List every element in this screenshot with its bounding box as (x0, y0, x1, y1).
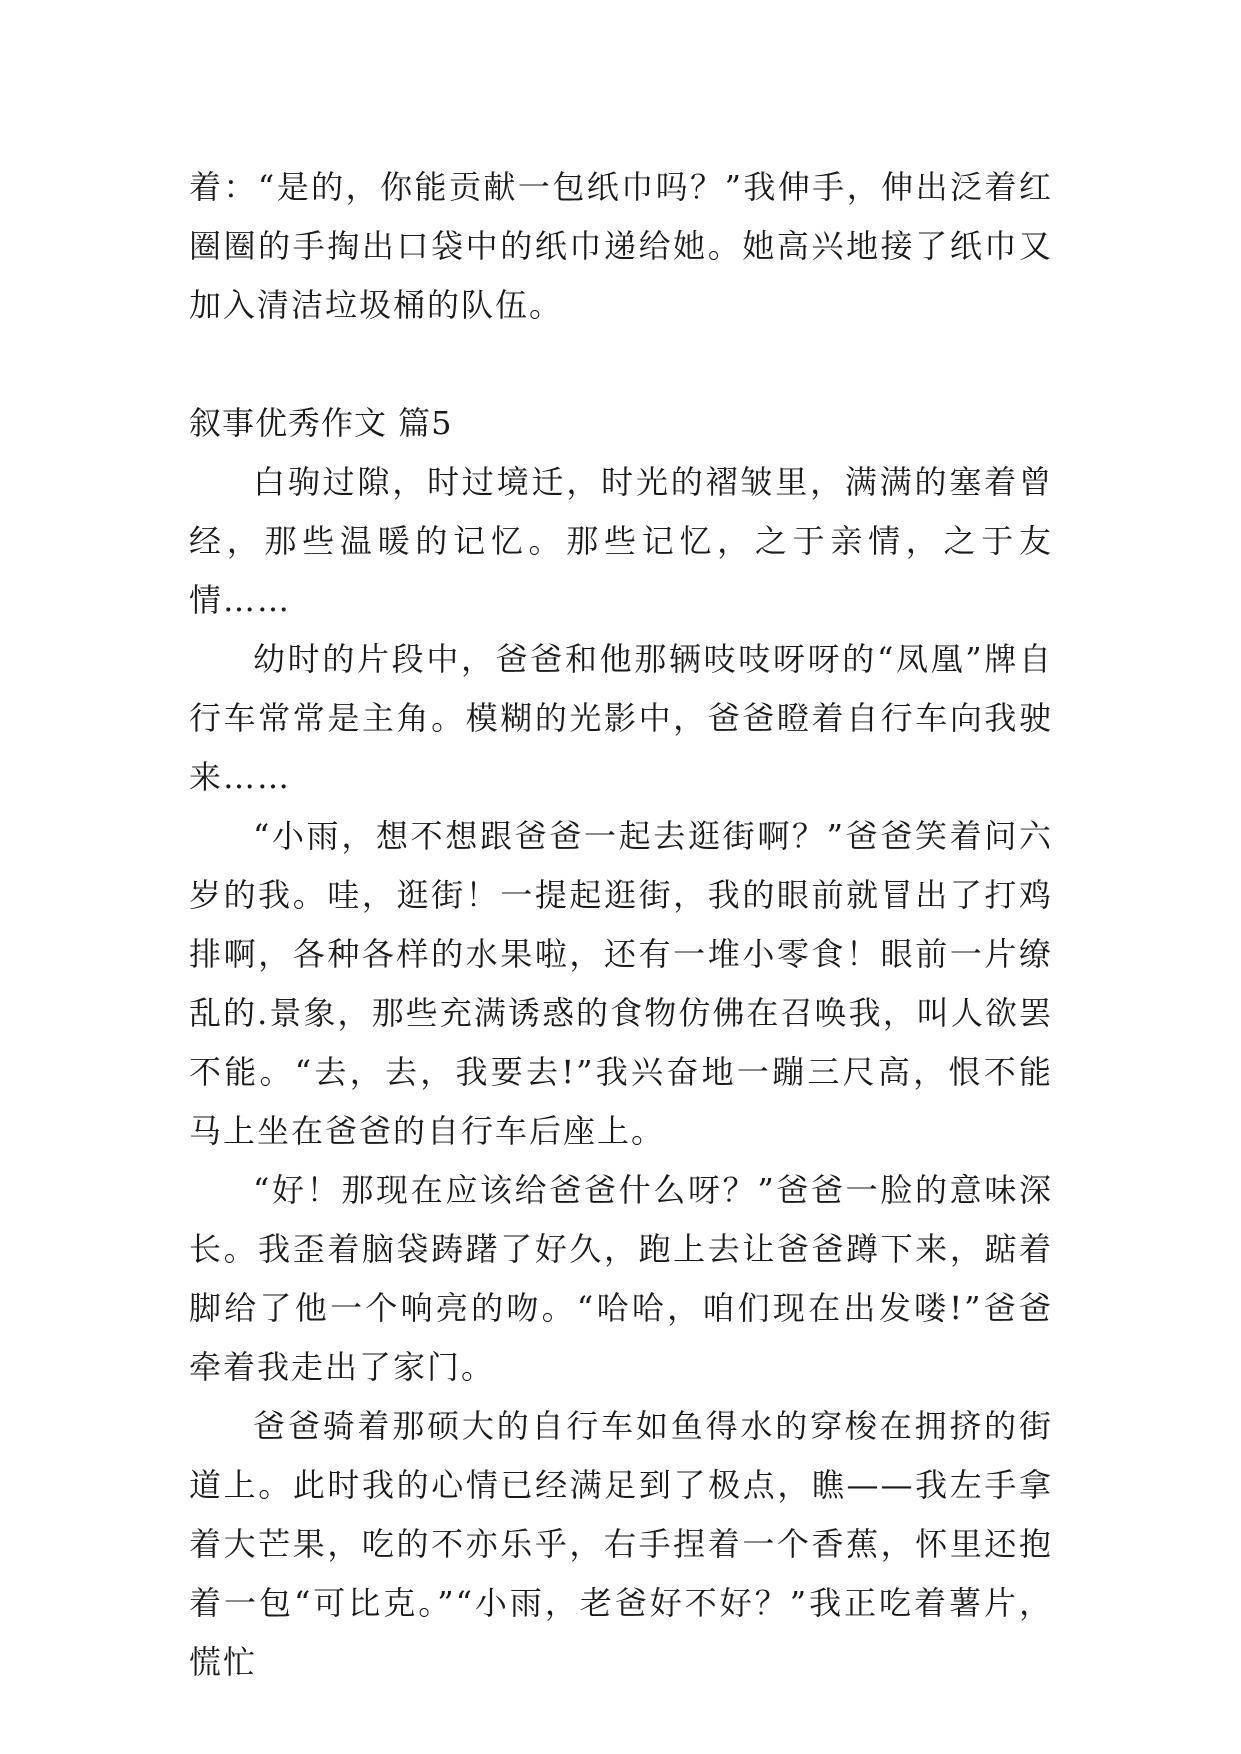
paragraph-2: 幼时的片段中，爸爸和他那辆吱吱呀呀的“凤凰”牌自行车常常是主角。模糊的光影中，爸爸瞪着自行车向我驶来…… (189, 640, 1053, 796)
paragraph-5: 爸爸骑着那硕大的自行车如鱼得水的穿梭在拥挤的街道上。此时我的心情已经满足到了极点，瞧——我左手拿着大芒果，吃的不亦乐乎，右手捏着一个香蕉，怀里还抱着一包“可比克。”“小雨，老爸好不好？”我正吃着薯片，慌忙 (189, 1407, 1053, 1681)
continuation-paragraph: 着：“是的，你能贡献一包纸巾吗？”我伸手，伸出泛着红圈圈的手掏出口袋中的纸巾递给她。她高兴地接了纸巾又加入清洁垃圾桶的队伍。 (189, 168, 1053, 324)
paragraph-3: “小雨，想不想跟爸爸一起去逛街啊？”爸爸笑着问六岁的我。哇，逛街！一提起逛街，我的眼前就冒出了打鸡排啊，各种各样的水果啦，还有一堆小零食！眼前一片缭乱的.景象，那些充满诱惑的食物仿佛在召唤我，叫人欲罢不能。“去，去，我要去!”我兴奋地一蹦三尺高，恨不能马上坐在爸爸的自行车后座上。 (189, 817, 1053, 1150)
section-title: 叙事优秀作文 篇5 (189, 404, 453, 442)
document-body (189, 158, 1053, 1692)
paragraph-4: “好！那现在应该给爸爸什么呀？”爸爸一脸的意味深长。我歪着脑袋踌躇了好久，跑上去让爸爸蹲下来，踮着脚给了他一个响亮的吻。“哈哈，咱们现在出发喽!”爸爸牵着我走出了家门。 (189, 1171, 1053, 1386)
paragraph-1: 白驹过隙，时过境迁，时光的褶皱里，满满的塞着曾经，那些温暖的记忆。那些记忆，之于亲情，之于友情…… (189, 463, 1053, 619)
